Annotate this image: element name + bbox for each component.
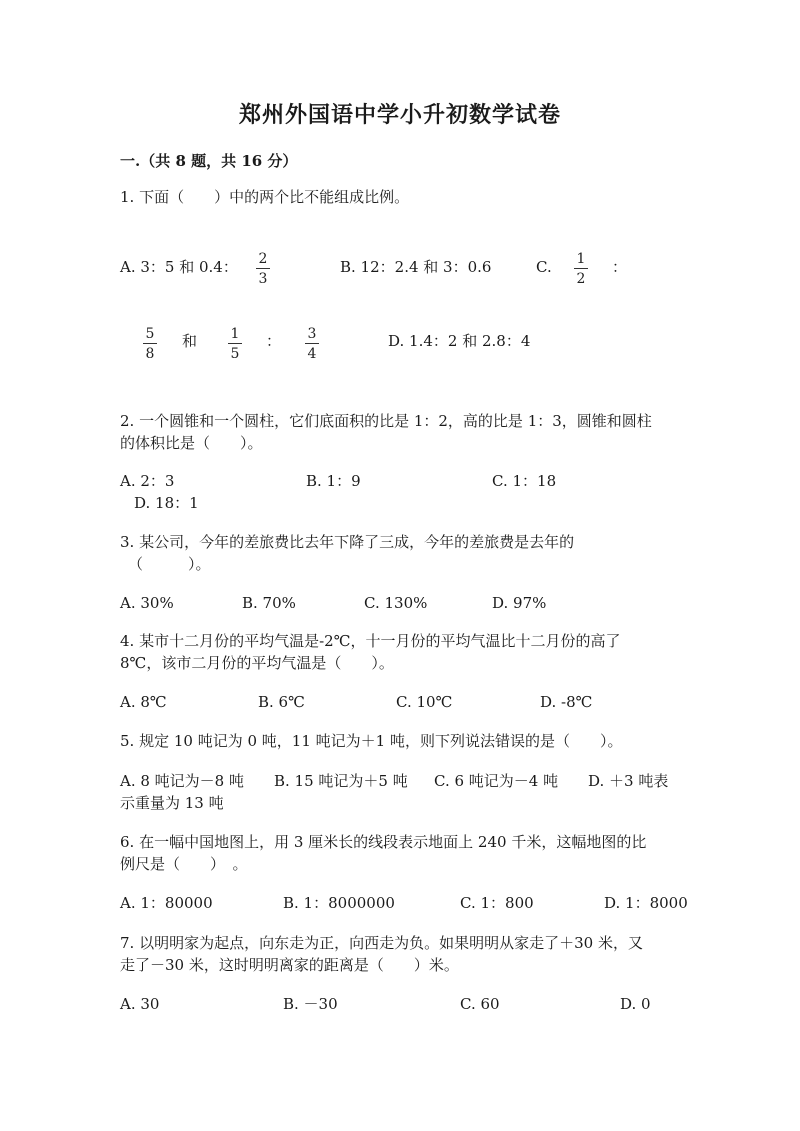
fraction-denominator: 2 [576,271,586,287]
q6-option-b: B. 1：8000000 [283,894,395,912]
fraction-numerator: 5 [145,326,155,342]
q1-stem: 1. 下面（ ）中的两个比不能组成比例。 [120,188,410,206]
q4-option-a: A. 8℃ [120,693,167,711]
q4-stem-line2: 8℃，该市二月份的平均气温是（ ）。 [120,654,394,672]
q2-option-b: B. 1：9 [306,472,361,490]
fraction-numerator: 2 [258,251,268,267]
q4-stem-line1: 4. 某市十二月份的平均气温是-2℃，十一月份的平均气温比十二月份的高了 [120,632,621,650]
q4-option-d: D. -8℃ [540,693,593,711]
fraction-denominator: 3 [258,271,268,287]
q1-option-c-fraction-2 [143,326,157,362]
q1-option-d: D. 1.4：2 和 2.8：4 [388,332,531,350]
q5-stem: 5. 规定 10 吨记为 0 吨，11 吨记为＋1 吨，则下列说法错误的是（ ）。 [120,732,623,750]
q5-option-c: C. 6 吨记为－4 吨 [434,772,559,790]
q1-option-c-fraction-3 [228,326,242,362]
q5-option-b: B. 15 吨记为＋5 吨 [274,772,408,790]
fraction-denominator: 5 [230,346,240,362]
q1-option-c-and: 和 [182,332,198,350]
section-heading: 一.（共 8 题，共 16 分） [120,152,298,170]
fraction-denominator: 8 [145,346,155,362]
q1-option-c-fraction-4 [305,326,319,362]
q4-option-b: B. 6℃ [258,693,305,711]
page-title: 郑州外国语中学小升初数学试卷 [238,102,561,128]
q1-option-a-fraction [256,251,270,287]
q7-stem-line1: 7. 以明明家为起点，向东走为正，向西走为负。如果明明从家走了＋30 米，又 [120,934,643,952]
q2-option-c: C. 1：18 [492,472,557,490]
q2-option-a: A. 2：3 [120,472,175,490]
fraction-denominator: 4 [307,346,317,362]
fraction-numerator: 3 [307,326,317,342]
q2-stem-line1: 2. 一个圆锥和一个圆柱，它们底面积的比是 1：2，高的比是 1：3，圆锥和圆柱 [120,412,652,430]
q7-option-a: A. 30 [120,995,160,1013]
q1-option-c-fraction [574,251,588,287]
q7-option-c: C. 60 [460,995,500,1013]
q1-option-b: B. 12：2.4 和 3：0.6 [340,258,492,276]
q6-option-c: C. 1：800 [460,894,534,912]
q3-option-c: C. 130% [364,594,428,612]
q6-option-d: D. 1：8000 [604,894,688,912]
q7-stem-line2: 走了－30 米，这时明明离家的距离是（ ）米。 [120,956,459,974]
q1-option-c-label: C. [536,258,552,276]
q5-option-a: A. 8 吨记为－8 吨 [120,772,244,790]
q1-option-c-colon-2: ： [266,332,282,350]
q3-option-d: D. 97% [492,594,547,612]
q6-option-a: A. 1：80000 [120,894,213,912]
q1-option-a: A. 3：5 和 0.4： [120,258,238,276]
q7-option-b: B. －30 [283,995,338,1013]
q4-option-c: C. 10℃ [396,693,453,711]
q3-stem-line1: 3. 某公司，今年的差旅费比去年下降了三成，今年的差旅费是去年的 [120,533,575,551]
q5-option-d-line1: D. ＋3 吨表 [588,772,669,790]
q5-option-d-line2: 示重量为 13 吨 [120,794,224,812]
q3-stem-line2: （ ）。 [128,555,211,573]
q6-stem-line1: 6. 在一幅中国地图上，用 3 厘米长的线段表示地面上 240 千米，这幅地图的比 [120,833,647,851]
q1-option-c-colon: ： [612,258,628,276]
q3-option-a: A. 30% [120,594,174,612]
q2-option-d: D. 18：1 [134,494,199,512]
q2-stem-line2: 的体积比是（ ）。 [120,434,263,452]
q7-option-d: D. 0 [620,995,651,1013]
q6-stem-line2: 例尺是（ ） 。 [120,855,248,873]
q3-option-b: B. 70% [242,594,296,612]
fraction-numerator: 1 [230,326,240,342]
fraction-numerator: 1 [576,251,586,267]
